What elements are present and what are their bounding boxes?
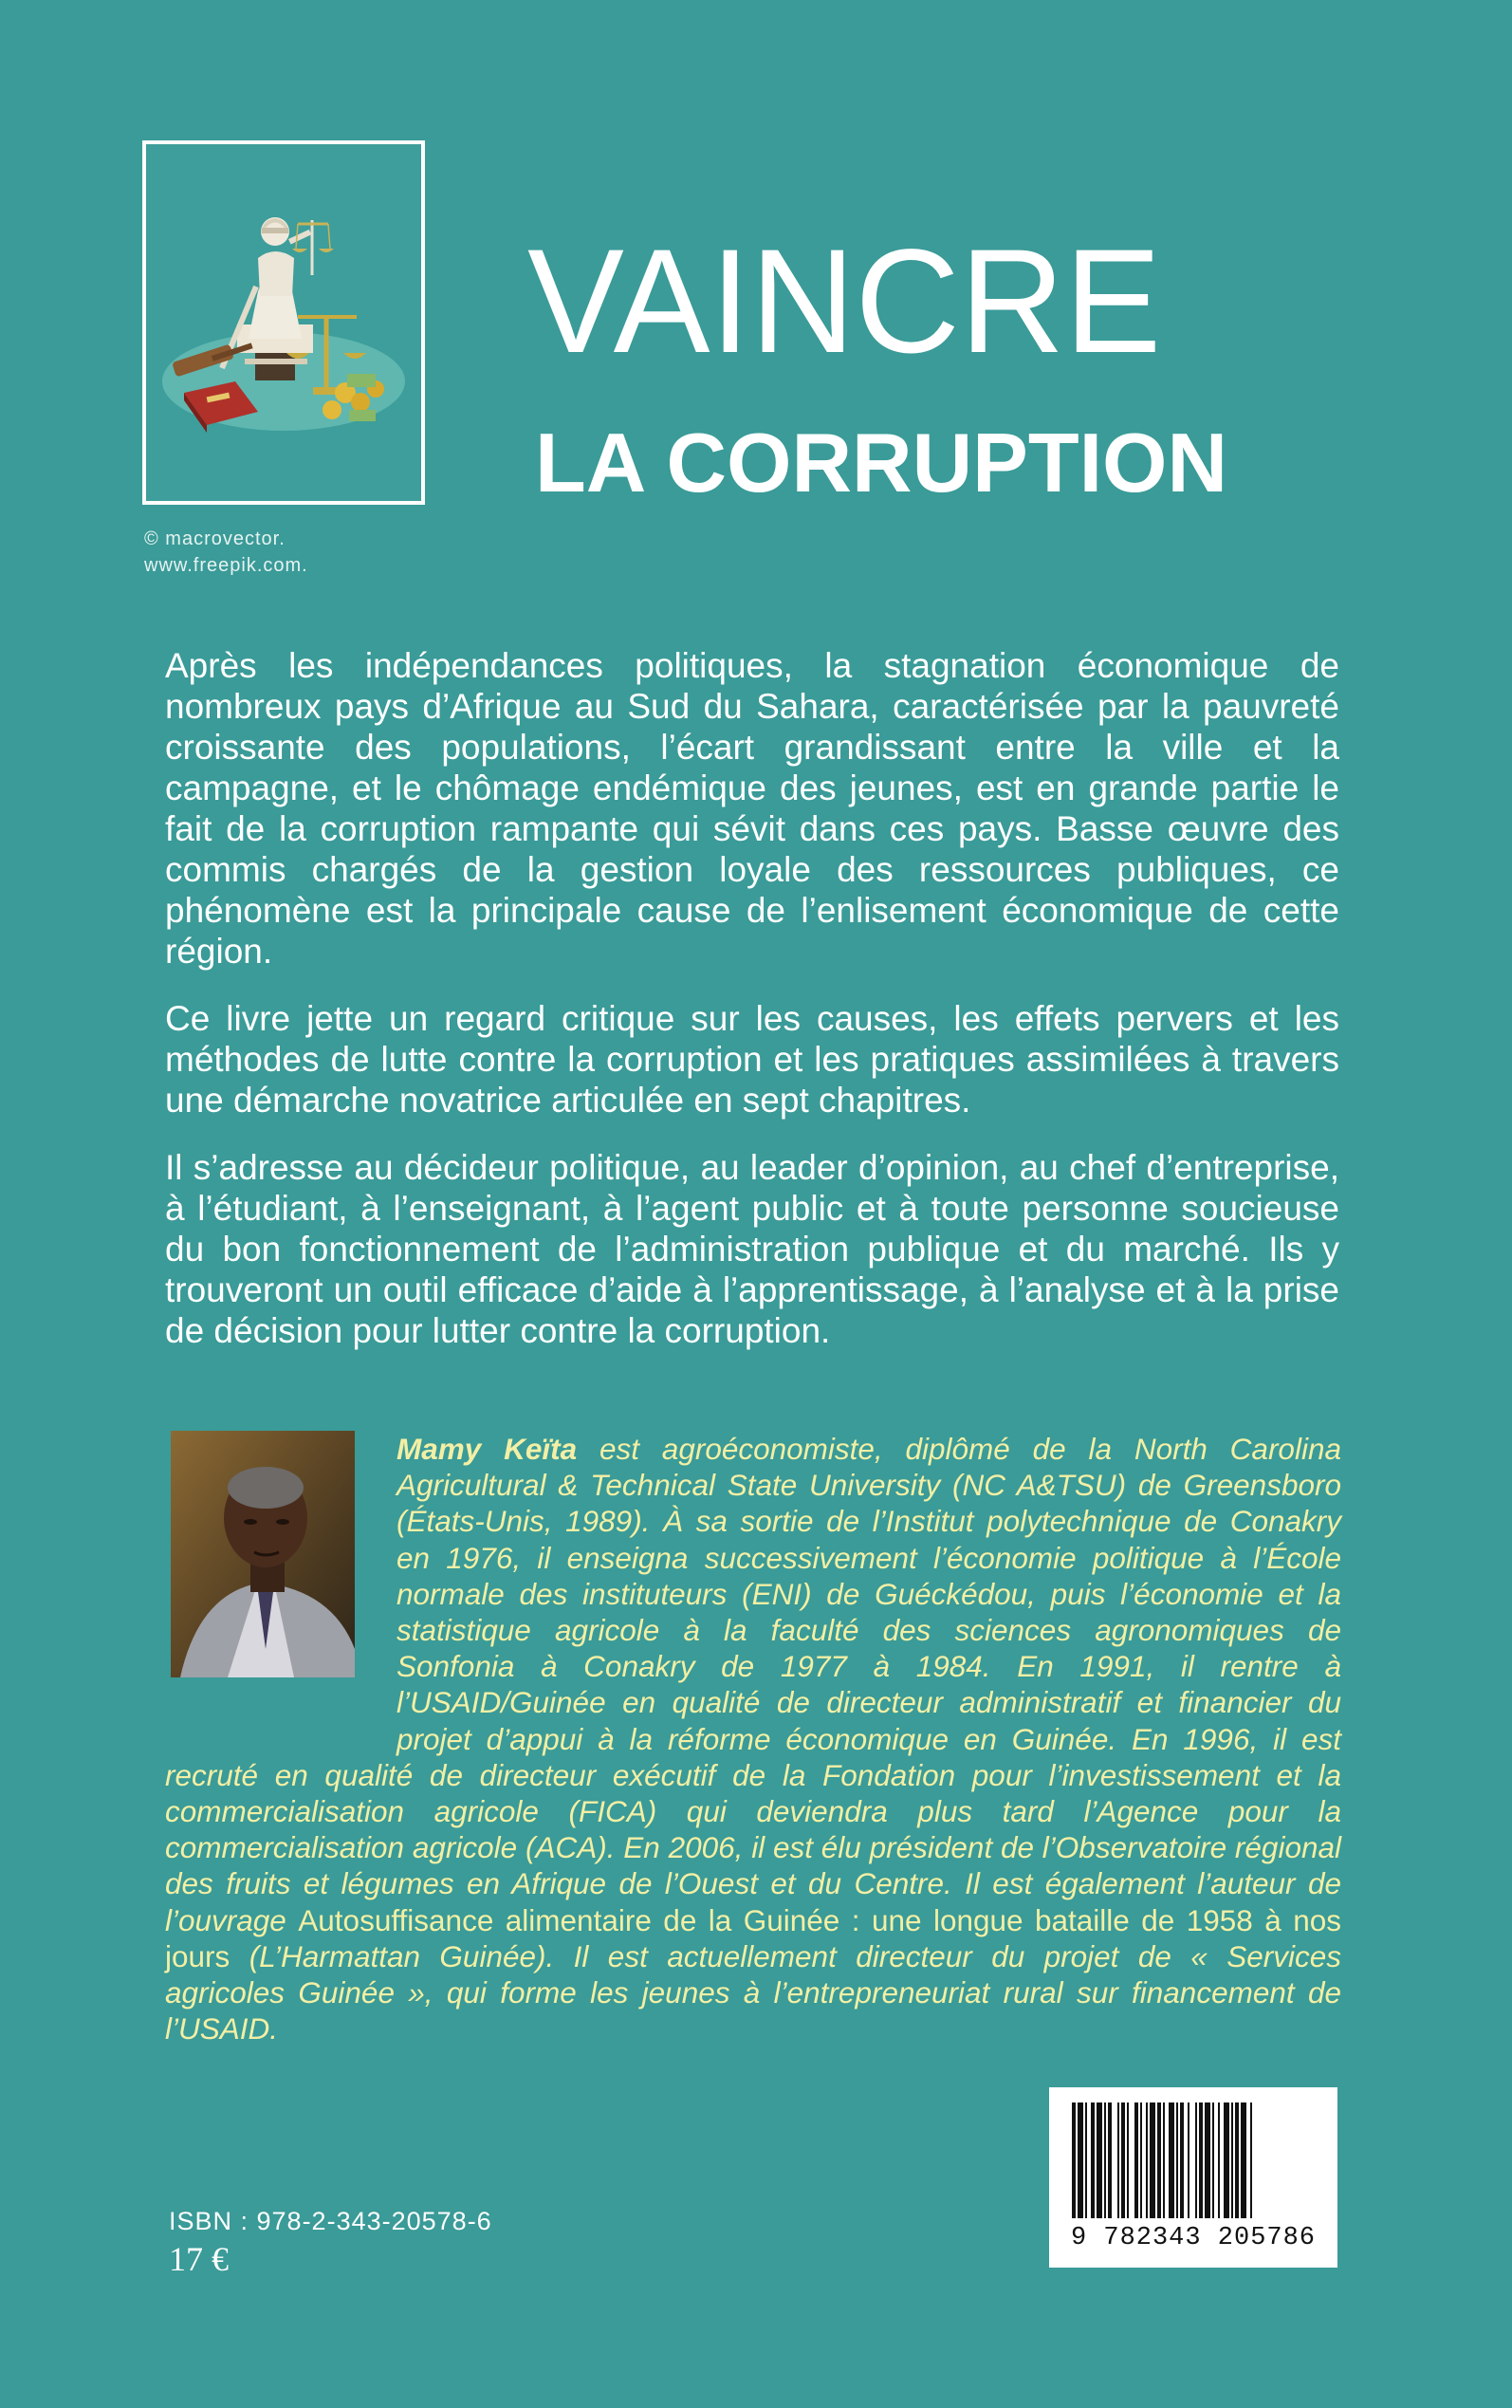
title-line-2: LA CORRUPTION	[535, 416, 1228, 509]
price-label: 17 €	[169, 2240, 229, 2278]
barcode-number: 9 782343 205786	[1070, 2224, 1317, 2252]
author-name: Mamy Keïta	[396, 1432, 578, 1466]
credit-line-2: www.freepik.com.	[144, 555, 308, 576]
book-description	[165, 645, 1339, 1378]
title-line-1: VAINCRE	[527, 219, 1162, 384]
credit-line-1: © macrovector.	[144, 528, 286, 549]
cover-illustration	[142, 140, 425, 505]
author-book-title: Autosuffisance alimentaire de la Guinée : une longue bataille de 1958 à nos jours	[165, 1902, 1341, 1973]
author-biography	[165, 1431, 1341, 2047]
image-credit	[144, 526, 308, 579]
author-bio-part-2: (L’Harmattan Guinée). Il est actuellement directeur du projet de « Services agricoles Guinée », qui forme les jeunes à l’entrepreneuriat rural sur financement de l’USAID.	[165, 1938, 1341, 2047]
description-paragraph-1: Après les indépendances politiques, la stagnation économique de nombreux pays d’Afrique au Sud du Sahara, caractérisée par la pauvreté croissante des populations, l’écart grandissant entre la ville et la campagne, et le chômage endémique des jeunes, est en grande partie le fait de la corruption rampante qui sévit dans ces pays. Basse œuvre des commis chargés de la gestion loyale des ressources publiques, ce phénomène est la principale cause de l’enlisement économique de cette région.	[165, 646, 1339, 971]
author-bio-part-1: est agroéconomiste, diplômé de la North Carolina Agricultural & Technical State University (NC A&TSU) de Greensboro (États-Unis, 1989). À sa sortie de l’Institut polytechnique de Conakry en 1976, il enseigna successivement l’économie politique à l’École normale des instituteurs (ENI) de Guéckédou, puis l’économie et la statistique agricole à la faculté des sciences agronomiques de Sonfonia à Conakry de 1977 à 1984. En 1991, il rentre à l’USAID/Guinée en qualité de directeur administratif et financier du projet d’appui à la réforme économique en Guinée. En 1996, il est recruté en qualité de directeur exécutif de la Fondation pour l’investissement et la commercialisation agricole (FICA) qui deviendra plus tard l’Agence pour la commercialisation agricole (ACA). En 2006, il est élu président de l’Observatoire régional des fruits et légumes en Afrique de l’Ouest et du Centre. Il est également l’auteur de l’ouvrage	[165, 1432, 1341, 1937]
barcode	[1049, 2087, 1337, 2268]
description-paragraph-3: Il s’adresse au décideur politique, au leader d’opinion, au chef d’entreprise, à l’étudiant, à l’enseignant, à l’agent public et à toute personne soucieuse du bon fonctionnement de l’administration publique et du marché. Ils y trouveront un outil efficace d’aide à l’apprentissage, à l’analyse et à la prise de décision pour lutter contre la corruption.	[165, 1148, 1339, 1350]
isbn-label: ISBN : 978-2-343-20578-6	[169, 2207, 492, 2235]
justice-illustration-icon	[146, 144, 421, 501]
description-paragraph-2: Ce livre jette un regard critique sur les causes, les effets pervers et les méthodes de lutte contre la corruption et les pratiques assimilées à travers une démarche novatrice articulée en sept chapitres.	[165, 999, 1339, 1120]
